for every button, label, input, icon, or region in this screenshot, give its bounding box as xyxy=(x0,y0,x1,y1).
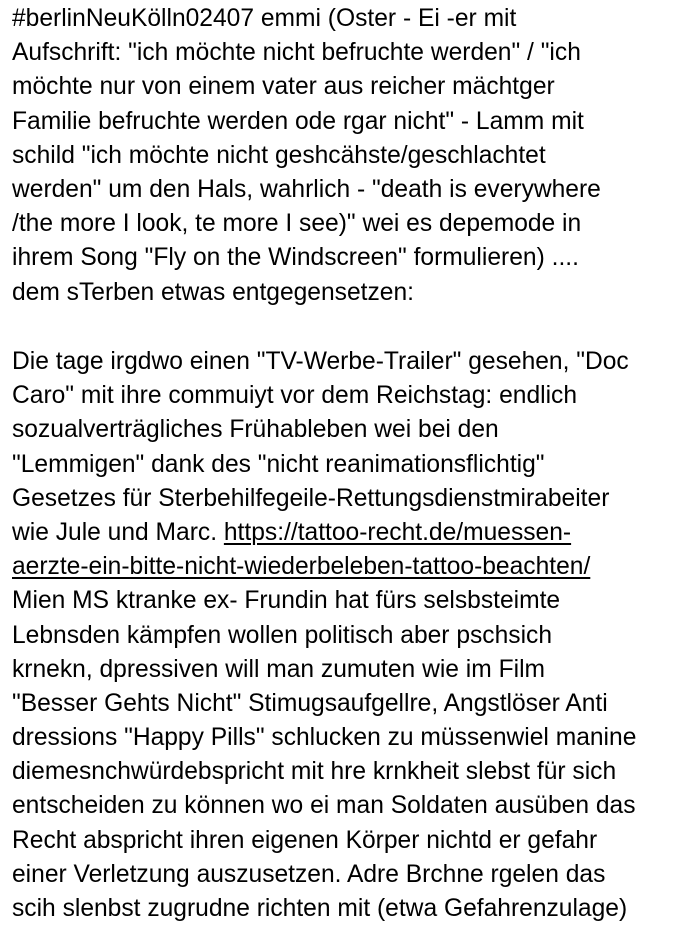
text-line: werden" um den Hals, wahrlich - "death is everywhere xyxy=(12,175,601,203)
text-line: dem sTerben etwas entgegensetzen: xyxy=(12,278,414,306)
text-line: "Besser Gehts Nicht" Stimugsaufgellre, Angstlöser Anti xyxy=(12,689,608,717)
text-line: entscheiden zu können wo ei man Soldaten ausüben das xyxy=(12,792,636,820)
tattoo-recht-link[interactable]: https://tattoo-recht.de/muessen- xyxy=(223,518,572,546)
text-line: #berlinNeuKölln02407 emmi (Oster - Ei -er mit xyxy=(12,5,517,32)
text-line-with-link xyxy=(12,516,676,550)
text-line: dressions "Happy Pills" schlucken zu müssenwiel manine xyxy=(12,724,637,752)
text-line: ihrem Song "Fly on the Windscreen" formulieren) .... xyxy=(12,244,579,272)
text-line: diemesnchwürdebspricht mit hre krnkheit slebst für sich xyxy=(12,758,617,786)
paragraph-intro xyxy=(12,2,676,310)
text-line: Familie befruchte werden ode rgar nicht" - Lamm mit xyxy=(12,107,584,135)
text-line: Caro" mit ihre commuiyt vor dem Reichstag: endlich xyxy=(12,382,578,410)
tattoo-recht-link-continuation[interactable]: aerzte-ein-bitte-nicht-wiederbeleben-tattoo-beachten/ xyxy=(12,553,591,581)
text-line: Lebnsden kämpfen wollen politisch aber pschsich xyxy=(12,621,553,649)
text-line: krnekn, dpressiven will man zumuten wie im Film xyxy=(12,655,546,683)
text-line: "Lemmigen" dank des "nicht reanimationsflichtig" xyxy=(12,450,545,478)
text-line: scih slenbst zugrudne richten mit (etwa Gefahrenzulage) xyxy=(12,895,628,922)
text-line: schild "ich möchte nicht geshcähste/geschlachtet xyxy=(12,141,546,169)
text-line: einer Verletzung auszusetzen. Adre Brchne rgelen das xyxy=(12,860,606,888)
link-line-prefix: wie Jule und Marc. xyxy=(12,518,224,546)
text-line: Aufschrift: "ich möchte nicht befruchte werden" / "ich xyxy=(12,39,581,67)
paragraph-main xyxy=(12,345,676,926)
text-line: sozualverträgliches Frühableben wei bei den xyxy=(12,416,499,444)
text-line: Recht abspricht ihren eigenen Körper nichtd er gefahr xyxy=(12,826,598,854)
text-line: Mien MS ktranke ex- Frundin hat fürs selsbsteimte xyxy=(12,587,561,615)
text-line: Die tage irgdwo einen "TV-Werbe-Trailer" gesehen, "Doc xyxy=(12,348,629,375)
text-line: möchte nur von einem vater aus reicher mächtger xyxy=(12,73,555,101)
text-line: Gesetzes für Sterbehilfegeile-Rettungsdienstmirabeiter xyxy=(12,484,610,512)
text-line-with-link xyxy=(12,550,676,584)
text-line: /the more I look, te more I see)" wei es depemode in xyxy=(12,210,582,238)
